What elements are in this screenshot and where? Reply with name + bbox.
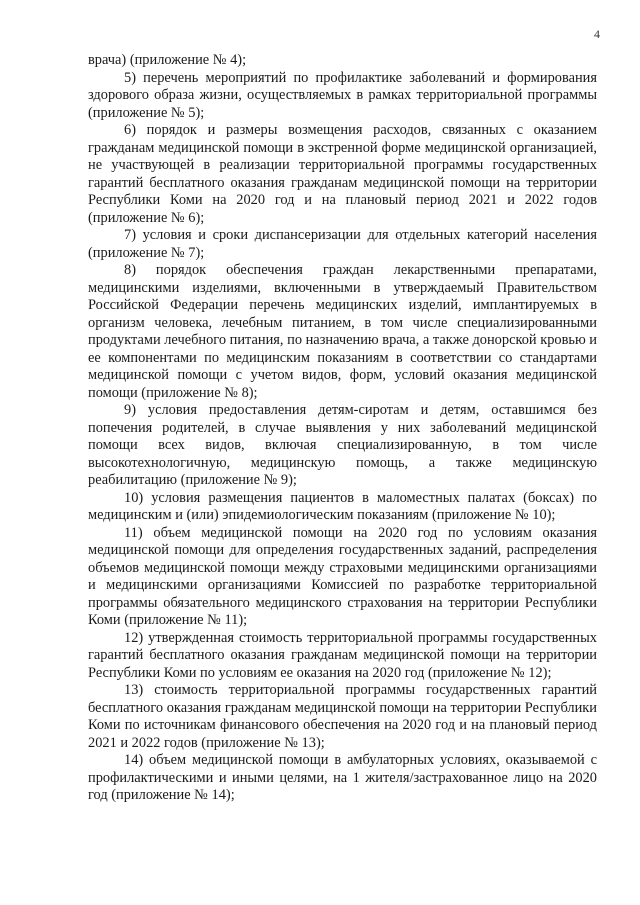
paragraph-item-9: 9) условия предоставления детям-сиротам и детям, оставшимся без попечения родителей, в случае выявления у них заболеваний медицинской помощи всех видов, включая специализированную, в том числе высокотехнологичную, медицинскую помощь, а также медицинскую реабилитацию (приложение № 9); [88,402,597,488]
paragraph-item-12: 12) утвержденная стоимость территориальной программы государственных гарантий бесплатного оказания гражданам медицинской помощи на территории Республики Коми по условиям ее оказания на 2020 год (приложение № 12); [88,629,597,681]
paragraph-item-8: 8) порядок обеспечения граждан лекарственными препаратами, медицинскими изделиями, включенными в утверждаемый Правительством Российской Федерации перечень медицинских изделий, имплантируемых в организм человека, лечебным питанием, в том числе специализированными продуктами лечебного питания, по назначению врача, а также донорской кровью и ее компонентами по медицинским показаниям в соответствии со стандартами медицинской помощи с учетом видов, форм, условий оказания медицинской помощи (приложение № 8); [88,262,597,401]
paragraph-item-5: 5) перечень мероприятий по профилактике заболеваний и формирования здорового образа жизни, осуществляемых в рамках территориальной программы (приложение № 5); [88,69,597,121]
document-body [88,52,597,805]
page-number: 4 [594,27,600,41]
paragraph-item-11: 11) объем медицинской помощи на 2020 год по условиям оказания медицинской помощи для определения государственных заданий, распределения объемов медицинской помощи между страховыми медицинскими организациями и медицинскими организациями Комиссией по разработке территориальной программы обязательного медицинского страхования на территории Республики Коми (приложение № 11); [88,524,597,628]
paragraph-item-10: 10) условия размещения пациентов в маломестных палатах (боксах) по медицинским и (или) эпидемиологическим показаниям (приложение № 10); [88,489,597,523]
paragraph-item-7: 7) условия и сроки диспансеризации для отдельных категорий населения (приложение № 7); [88,227,597,261]
paragraph-continuation: врача) (приложение № 4); [88,52,247,68]
paragraph-item-14: 14) объем медицинской помощи в амбулаторных условиях, оказываемой с профилактическими и иными целями, на 1 жителя/застрахованное лицо на 2020 год (приложение № 14); [88,752,597,803]
paragraph-item-13: 13) стоимость территориальной программы государственных гарантий бесплатного оказания гражданам медицинской помощи на территории Республики Коми по источникам финансового обеспечения на 2020 год и на плановый период 2021 и 2022 годов (приложение № 13); [88,682,597,751]
paragraph-item-6: 6) порядок и размеры возмещения расходов, связанных с оказанием гражданам медицинской помощи в экстренной форме медицинской организацией, не участвующей в реализации территориальной программы государственных гарантий бесплатного оказания гражданам медицинской помощи на территории Республики Коми на 2020 год и на плановый период 2021 и 2022 годов (приложение № 6); [88,122,597,226]
